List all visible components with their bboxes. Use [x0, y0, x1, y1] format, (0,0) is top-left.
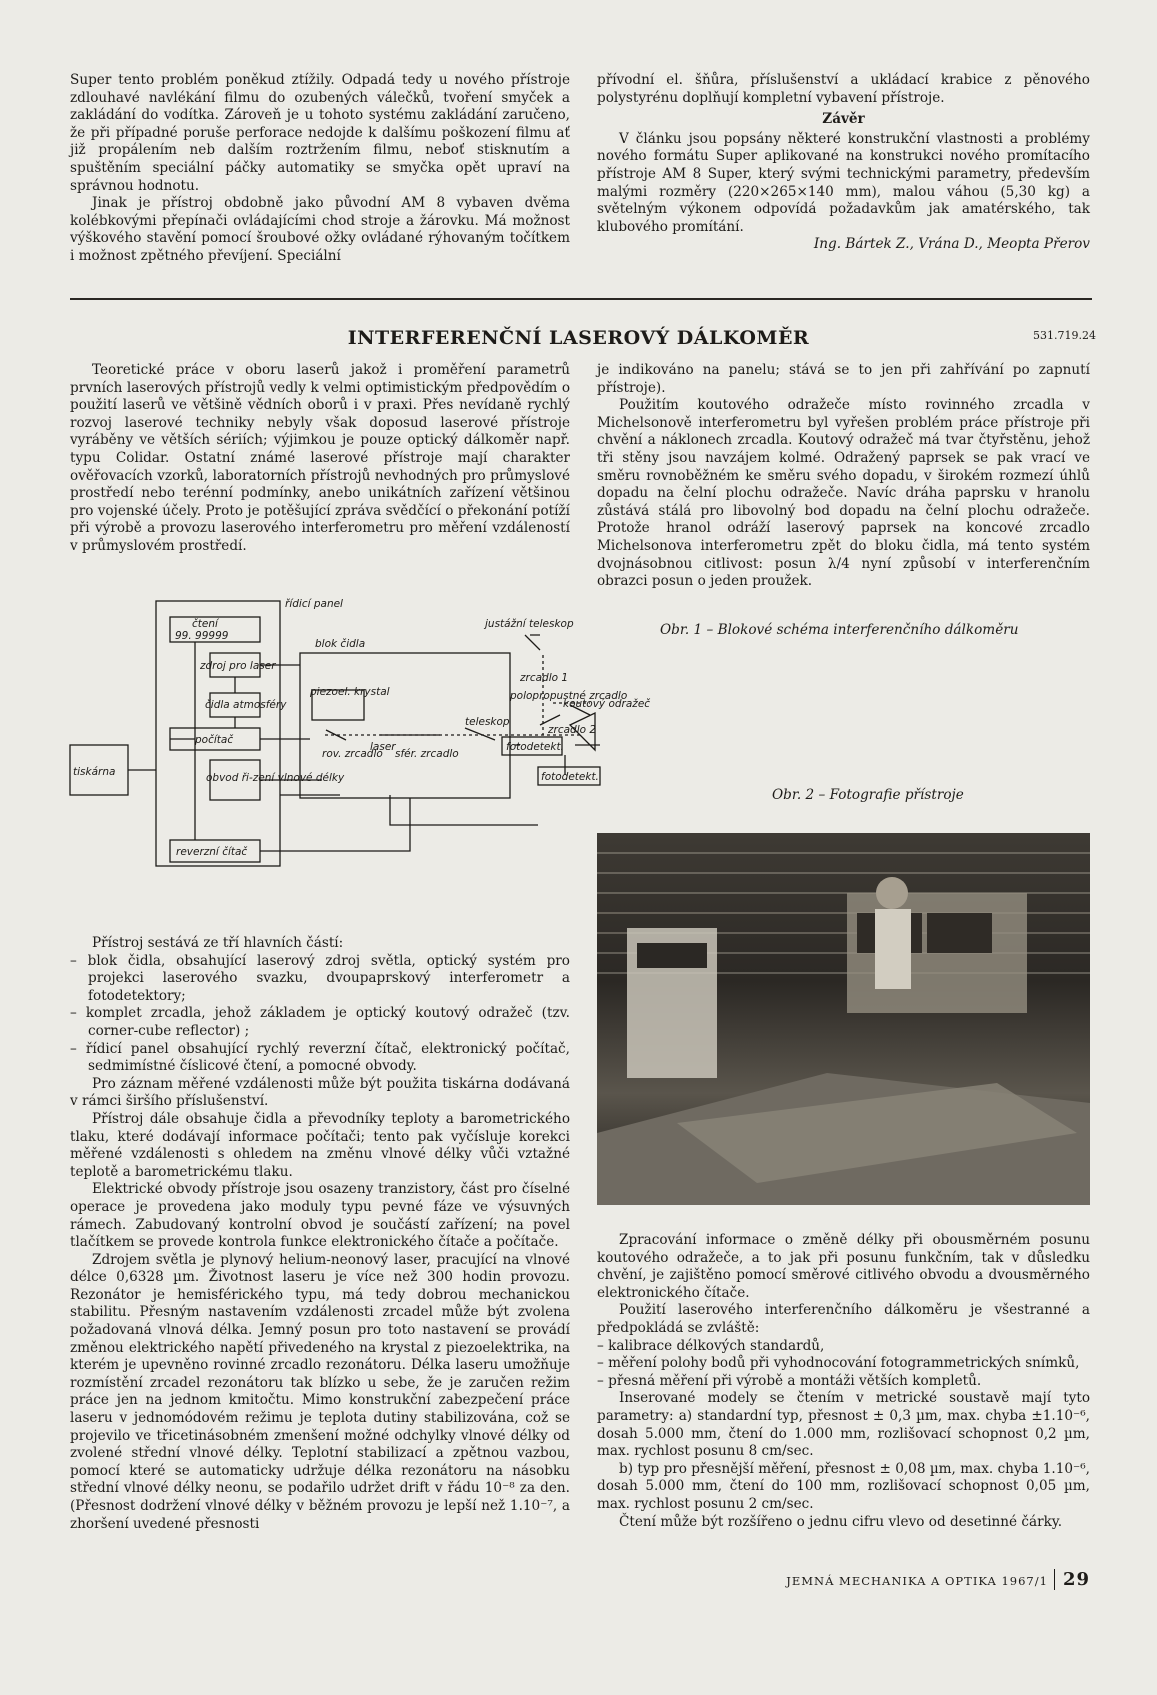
- diagram-label: čidla atmosféry: [205, 699, 287, 711]
- paragraph: Zdrojem světla je plynový helium-neonový laser, pracující na vlnové délce 0,6328 µm. Životnost laseru je více než 300 hodin provozu. Rezonátor je hemisférického typu, má tedy dobrou mechanickou stabilitu. Přesným nastavením vzdálenosti zrcadel může být zvolena požadovaná vlnová délka. Jemný posun pro toto nastavení se provádí změnou elektrického napětí přivedeného na krystal z piezoelektrika, na kterém je upevněno rovinné zrcadlo rezonátoru. Délka laseru umožňuje rozmístění zrcadel rezonátoru tak blízko u sebe, že je zaručen režim práce jen na jednom kmitočtu. Mimo konstrukční zabezpečení práce laseru v jednomódovém režimu je teplota dutiny stabilizována, což se projevilo ve třicetinásobném zmenšení možné odchylky vlnové délky od zvolené střední vlnové délky. Teplotní stabilizací a zpětnou vazbou, pomocí které se automaticky udržuje délka rezonátoru na násobku střední vlnové délky neonu, se podařilo udržet drift v řádu 10⁻⁸ za den. (Přesnost dodržení vlnové délky v běžném provozu je lepší než 1.10⁻⁷, a zhoršení uvedené přesnosti: [70, 1251, 570, 1532]
- top-right-column: [597, 72, 1090, 254]
- diagram-label: rov. zrcadlo: [322, 748, 383, 760]
- list-item: – blok čidla, obsahující laserový zdroj světla, optický systém pro projekci laserového svazku, dvoupaprskový interferometr a fotodetektory;: [70, 952, 570, 1004]
- list-item: – měření polohy bodů při vyhodnocování fotogrammetrických snímků,: [597, 1355, 1080, 1372]
- paragraph: Použití laserového interferenčního dálkoměru je všestranné a předpokládá se zvláště:: [597, 1302, 1090, 1336]
- paragraph: Přístroj sestává ze tří hlavních částí:: [92, 935, 344, 951]
- diagram-label: obvod ři-zení vlnové délky: [206, 772, 345, 784]
- article-intro-left: [70, 362, 570, 556]
- diagram-label: piezoel. krystal: [310, 686, 390, 698]
- list-item: – kalibrace délkových standardů,: [597, 1337, 825, 1354]
- section-divider: [70, 298, 1092, 300]
- paragraph: Teoretické práce v oboru laserů jakož i proměření parametrů prvních laserových přístrojů vedly k velmi optimistickým předpovědím o použití laserů ve většině vědních oborů i v praxi. Přes nevídaně rychlý rozvoj laserové techniky nebyly však doposud laserové přístroje vyráběny ve větších sériích; výjimkou je pouze optický dálkoměr např. typu Colidar. Ostatní známé laserové přístroje mají charakter ověřovacích vzorků, laboratorních přístrojů nevhodných pro průmyslové prostředí nebo terénní podmínky, anebo unikátních zařízení většinou pro vojenské účely. Proto je potěšující zpráva svědčící o překonání potíží při výrobě a provozu laserového interferometru pro měření vzdáleností v průmyslovém prostředí.: [70, 362, 570, 554]
- authors: Ing. Bártek Z., Vrána D., Meopta Přerov: [813, 236, 1090, 253]
- page-footer: [786, 1569, 1090, 1590]
- diagram-label: koutový odražeč: [563, 698, 651, 710]
- diagram-label: fotodetekt.: [506, 741, 564, 753]
- diagram-label: 99. 99999: [175, 630, 229, 642]
- paragraph: Super tento problém poněkud ztížily. Odpadá tedy u nového přístroje zdlouhavé navlékání filmu do ozubených válečků, tvoření smyček a zakládání do vodítka. Zároveň je u tohoto systému zakládání zaručeno, že při případné poruše perforace nedojde k dalšímu poškození filmu ať již propálením neb dalším roztržením filmu, neboť stisknutím a spuštěním speciální páčky automatiky se smyčka opět upraví na správnou hodnotu.: [70, 72, 570, 194]
- paragraph: b) typ pro přesnější měření, přesnost ± 0,08 µm, max. chyba 1.10⁻⁶, dosah 5.000 mm, čtení do 100 mm, rozlišovací schopnost 0,05 µm, max. rychlost posunu 2 cm/sec.: [597, 1460, 1090, 1512]
- paragraph: Pro záznam měřené vzdálenosti může být použita tiskárna dodávaná v rámci širšího příslušenství.: [70, 1075, 570, 1110]
- diagram-label: řídicí panel: [285, 598, 343, 610]
- paragraph: V článku jsou popsány některé konstrukční vlastnosti a problémy nového formátu Super aplikované na konstrukci nového promítacího přístroje AM 8 Super, který svými technickými parametry, především malými rozměry (220×265×140 mm), malou váhou (5,30 kg) a světelným výkonem odpovídá požadavkům jak amatérského, tak klubového promítání.: [597, 130, 1090, 235]
- instrument-photo: [597, 833, 1090, 1205]
- diagram-label: zdroj pro laser: [200, 660, 276, 672]
- diagram-label: počítač: [195, 734, 234, 746]
- paragraph: Zpracování informace o změně délky při obousměrném posunu koutového odražeče, a to jak při posunu funkčním, tak v důsledku chvění, je zajištěno pomocí směrové citlivého obvodu a dvousměrného elektronického čítače.: [597, 1232, 1090, 1301]
- article-body-left: [70, 935, 570, 1533]
- paragraph: Přístroj dále obsahuje čidla a převodníky teploty a barometrického tlaku, které dodávají informace počítači; tento pak vyčísluje korekci měřené vzdálenosti s ohledem na změnu vlnové délky vůči vztažné teplotě a barometrickému tlaku.: [70, 1110, 570, 1180]
- diagram-label: čtení: [192, 618, 218, 630]
- diagram-label: reverzní čítač: [176, 846, 248, 858]
- paragraph: Jinak je přístroj obdobně jako původní AM 8 vybaven dvěma kolébkovými přepínači ovládajícími chod stroje a žárovku. Má možnost výškového stavění pomocí šroubové ožky ovládané rýhovaným točítkem i možnost zpětného převíjení. Speciální: [70, 195, 570, 264]
- page-number: 29: [1054, 1569, 1090, 1590]
- diagram-label: zrcadlo 2: [548, 724, 597, 736]
- figure1-caption: Obr. 1 – Blokové schéma interferenčního dálkoměru: [660, 622, 1019, 638]
- paragraph: Čtení může být rozšířeno o jednu cifru vlevo od desetinné čárky.: [619, 1513, 1063, 1530]
- diagram-label: laser: [370, 741, 396, 753]
- list-item: – komplet zrcadla, jehož základem je optický koutový odražeč (tzv. corner-cube reflector) ;: [70, 1005, 570, 1039]
- diagram-label: sfér. zrcadlo: [395, 748, 459, 760]
- paragraph: je indikováno na panelu; stává se to jen při zahřívání po zapnutí přístroje).: [597, 362, 1090, 396]
- paragraph: Použitím koutového odražeče místo rovinného zrcadla v Michelsonově interferometru byl vyřešen problém práce přístroje při chvění a náklonech zrcadla. Koutový odražeč má tvar čtyřstěnu, jehož tři stěny jsou navzájem kolmé. Odražený paprsek se pak vrací ve směru rovnoběžném ke směru svého dopadu, v širokém rozmezí úhlů dopadu na čelní plochu odražeče. Navíc dráha paprsku v hranolu zůstává stálá pro libovolný bod dopadu na čelní plochu odražeče. Protože hranol odráží laserový paprsek na koncové zrcadlo Michelsonova interferometru zpět do bloku čidla, má tento systém dvojnásobnou citlivost: posun λ/4 nyní způsobí v interferenčním obrazci posun o jeden proužek.: [597, 397, 1090, 590]
- top-left-column: [70, 72, 570, 266]
- figure2-caption: Obr. 2 – Fotografie přístroje: [772, 787, 964, 803]
- diagram-label: fotodetekt.: [541, 771, 599, 783]
- list-item: – řídicí panel obsahující rychlý reverzní čítač, elektronický počítač, sedmimístné číslicové čtení, a pomocné obvody.: [70, 1040, 570, 1075]
- udc-code: 531.719.24: [1033, 329, 1096, 342]
- diagram-label: justážní teleskop: [485, 618, 574, 630]
- block-diagram: [70, 595, 651, 890]
- diagram-label: zrcadlo 1: [520, 672, 569, 684]
- diagram-label: blok čidla: [315, 638, 366, 650]
- diagram-label: polopropustné zrcadlo: [510, 690, 628, 702]
- diagram-label: tiskárna: [73, 766, 116, 778]
- journal-name: JEMNÁ MECHANIKA A OPTIKA 1967/1: [786, 1574, 1048, 1588]
- paragraph: Elektrické obvody přístroje jsou osazeny tranzistory, část pro číselné operace je provedena jako moduly typu pevné fáze ve výsuvných rámech. Zabudovaný kontrolní obvod je součástí zařízení; na povel tlačítkem se provede kontrola funkce elektronického čítače a počítače.: [70, 1181, 570, 1251]
- paragraph: Inserované modely se čtením v metrické soustavě mají tyto parametry: a) standardní typ, přesnost ± 0,3 µm, max. chyba ±1.10⁻⁶, dosah 5.000 mm, čtení do 1.000 mm, rozlišovací schopnost 0,2 µm, max. rychlost posunu 8 cm/sec.: [597, 1390, 1090, 1460]
- section-heading-zaver: Závěr: [822, 111, 865, 128]
- article-intro-right: [597, 362, 1090, 591]
- list-item: – přesná měření při výrobě a montáži větších kompletů.: [597, 1372, 982, 1389]
- diagram-label: teleskop: [465, 716, 510, 728]
- article-title: INTERFERENČNÍ LASEROVÝ DÁLKOMĚR: [347, 327, 810, 349]
- article-body-right: [597, 1232, 1090, 1531]
- paragraph: přívodní el. šňůra, příslušenství a ukládací krabice z pěnového polystyrénu doplňují kompletní vybavení přístroje.: [597, 72, 1090, 106]
